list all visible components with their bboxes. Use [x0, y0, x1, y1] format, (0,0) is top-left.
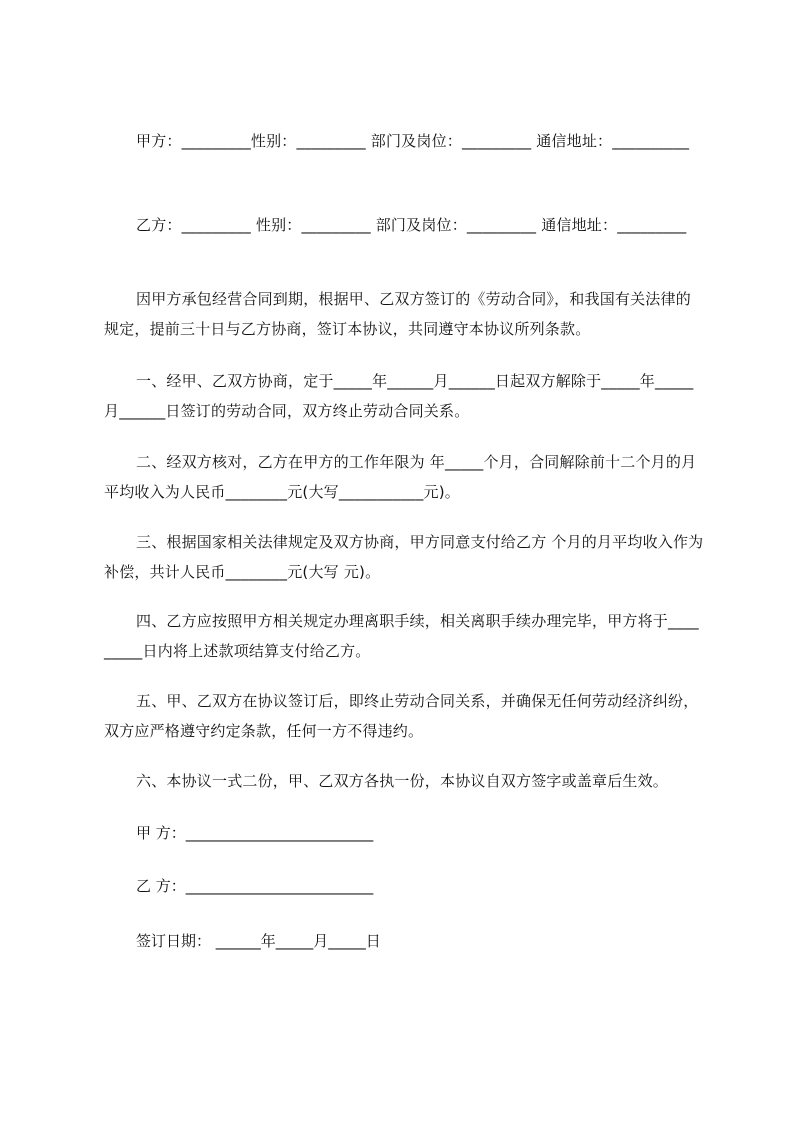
party-a-info: 甲方：_________性别：_________ 部门及岗位：_________ 通信地址：__________ — [136, 132, 690, 150]
signature-party-b: 乙 方：_________________________ — [136, 877, 374, 895]
clause-4: 四、乙方应按照甲方相关规定办理离职手续，相关离职手续办理完毕，甲方将于_________日内将上述款项结算支付给乙方。 — [104, 612, 699, 660]
intro-paragraph: 因甲方承包经营合同到期，根据甲、乙双方签订的《劳动合同》，和我国有关法律的规定，提前三十日与乙方协商，签订本协议，共同遵守本协议所列条款。 — [104, 290, 691, 338]
clause-2: 二、经双方核对，乙方在甲方的工作年限为 年_____个月，合同解除前十二个月的月平均收入为人民币________元(大写___________元)。 — [104, 453, 697, 501]
party-b-info: 乙方：_________ 性别：_________ 部门及岗位：_________ 通信地址：_________ — [136, 216, 687, 234]
clause-6: 六、本协议一式二份，甲、乙双方各执一份，本协议自双方签字或盖章后生效。 — [136, 772, 669, 790]
clause-3: 三、根据国家相关法律规定及双方协商，甲方同意支付给乙方 个月的月平均收入作为补偿，共计人民币________元(大写 元)。 — [104, 533, 704, 581]
clause-1: 一、经甲、乙双方协商，定于_____年______月______日起双方解除于_____年_____月______日签订的劳动合同，双方终止劳动合同关系。 — [104, 372, 694, 420]
clause-5: 五、甲、乙双方在协议签订后，即终止劳动合同关系，并确保无任何劳动经济纠纷，双方应严格遵守约定条款，任何一方不得违约。 — [104, 692, 699, 740]
signing-date: 签订日期： ______年_____月_____日 — [136, 932, 381, 950]
signature-party-a: 甲 方：_________________________ — [136, 824, 374, 842]
